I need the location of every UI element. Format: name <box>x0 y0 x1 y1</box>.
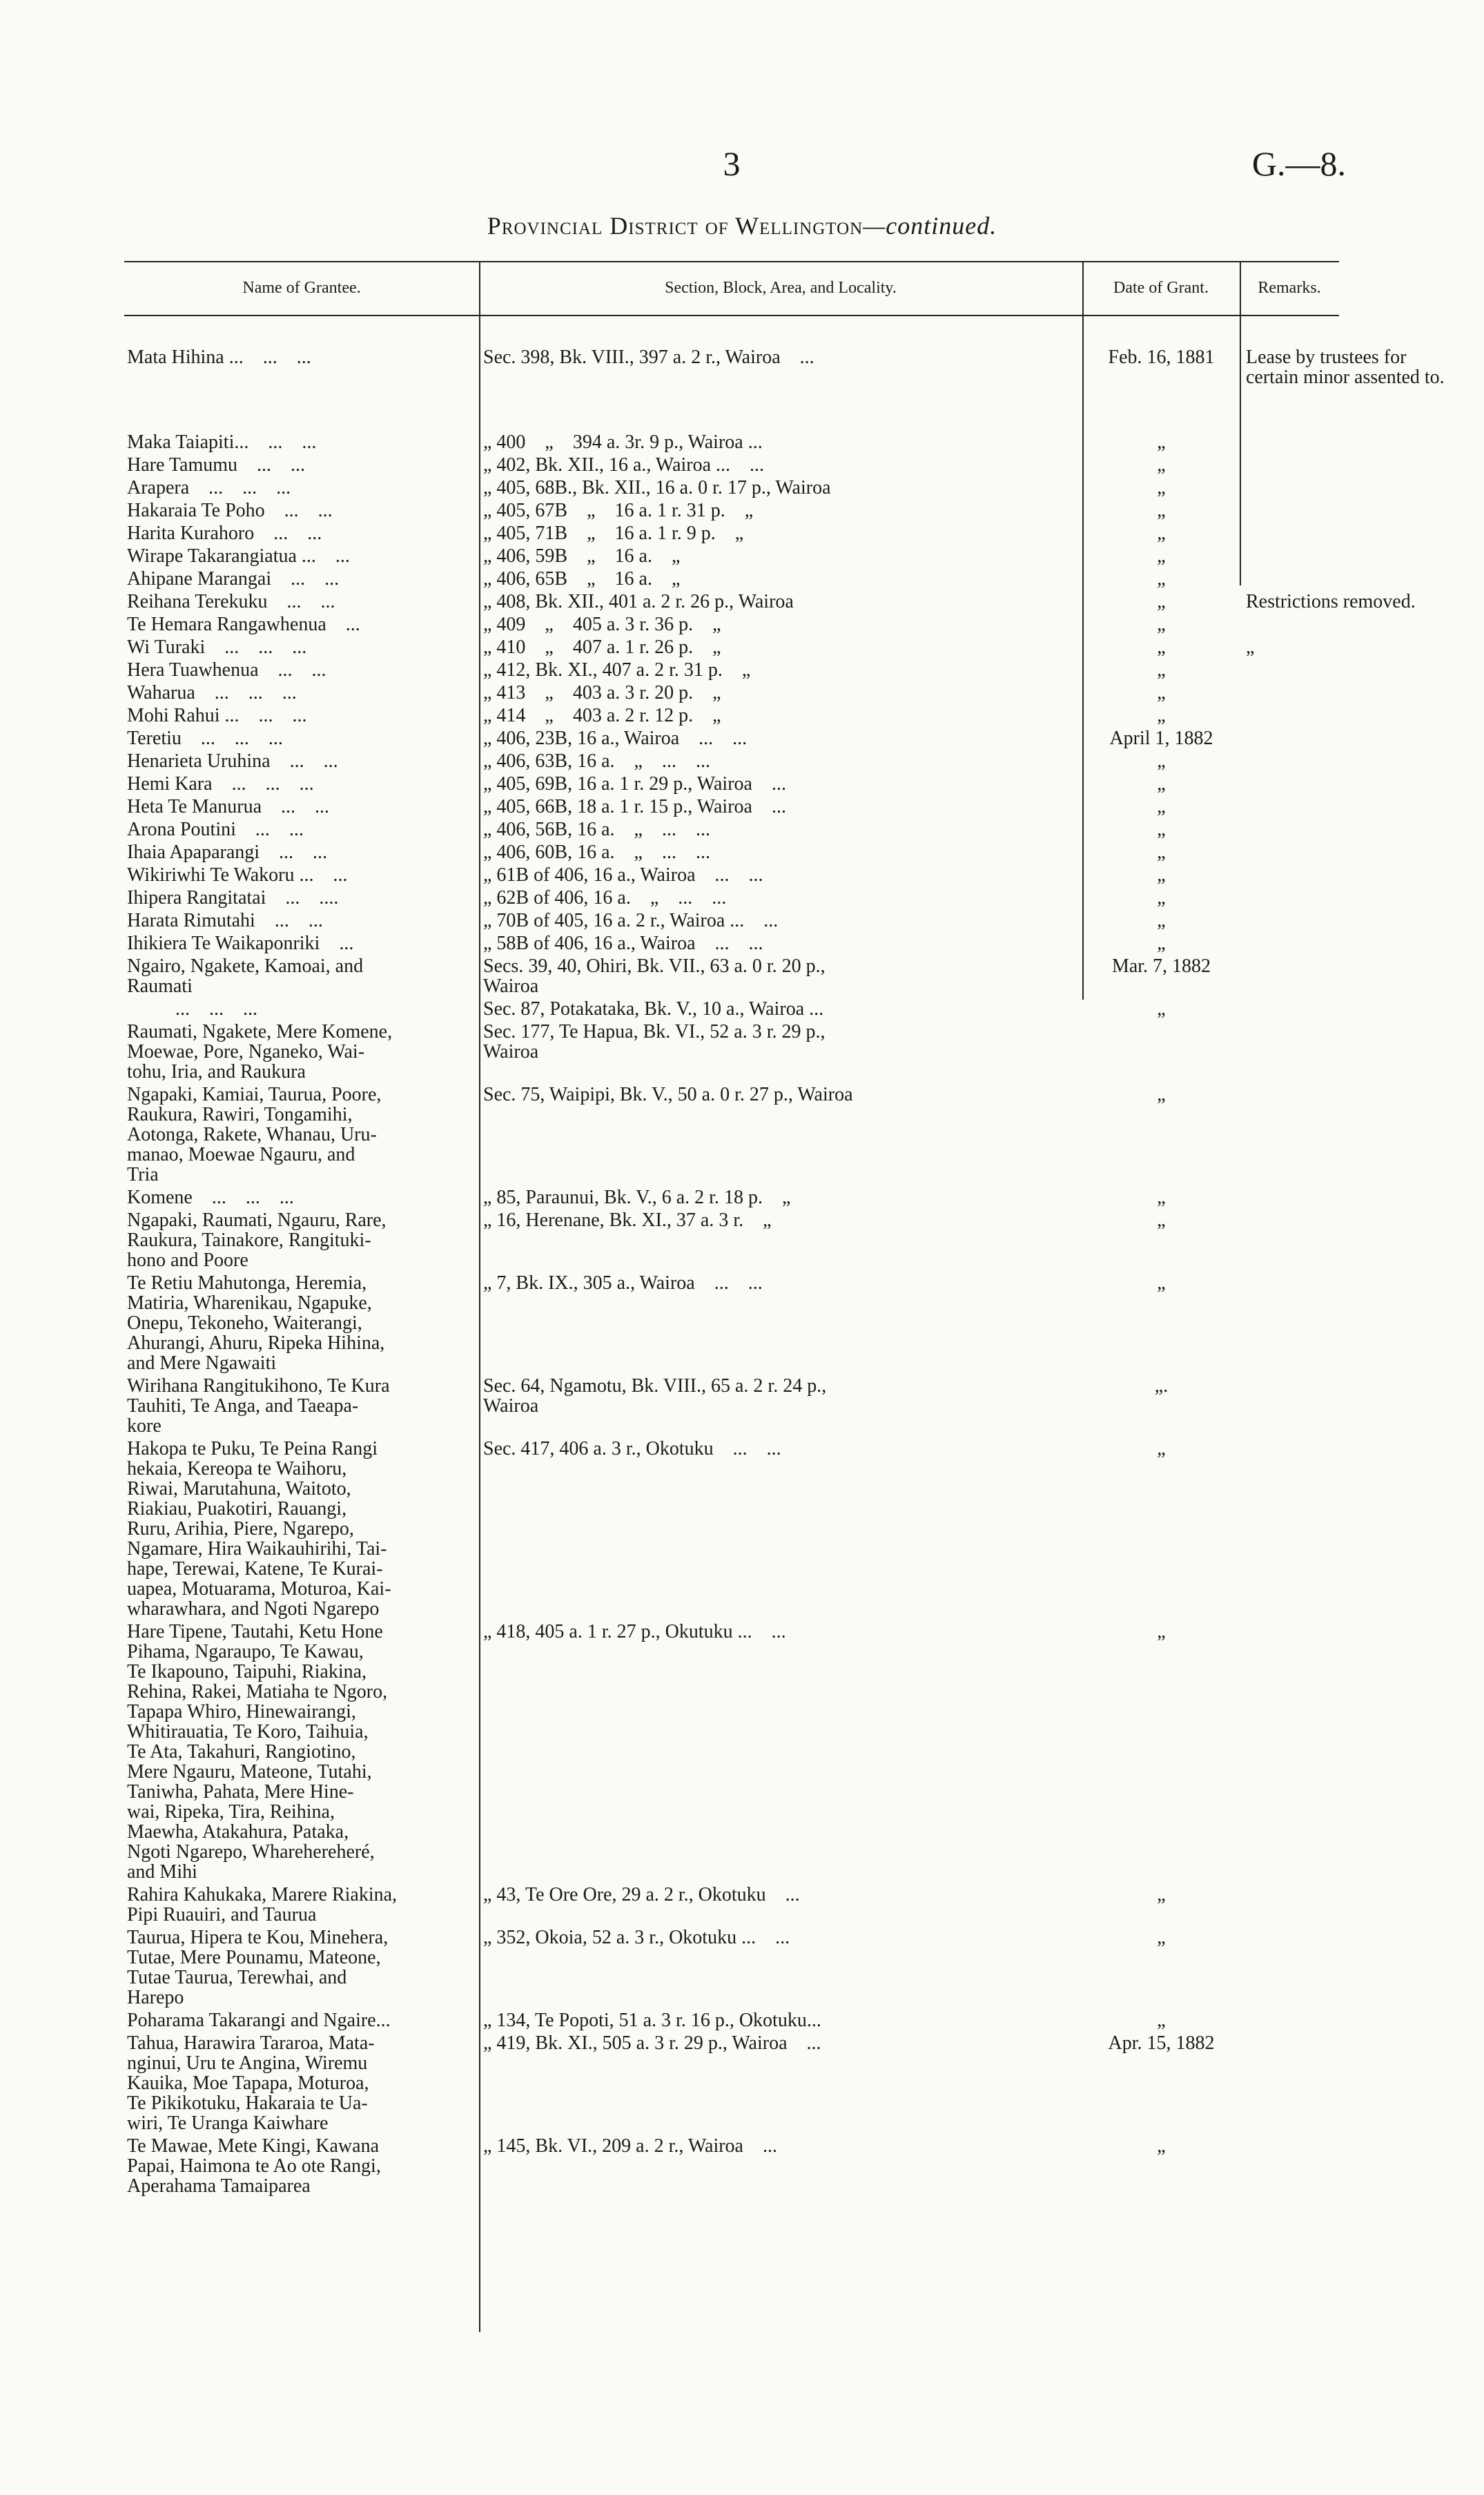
section-detail: „ 400 „ 394 a. 3r. 9 p., Wairoa ... <box>483 431 763 453</box>
grantee-name: Ihikiera Te Waikaponriki ... <box>127 933 354 954</box>
grantee-name: Hakaraia Te Poho ... ... <box>127 500 333 521</box>
table-row <box>124 797 1339 817</box>
grant-date: „ <box>1157 1210 1166 1231</box>
grantee-name: Raumati, Ngakete, Mere Komene, Moewae, Pore, Nganeko, Wai- tohu, Iria, and Raukura <box>127 1021 393 1083</box>
grantee-name: Tahua, Harawira Tararoa, Mata- nginui, Uru te Angina, Wiremu Kauika, Moe Tapapa, Moturoa, Te Pikikotuku, Hakaraia te Ua- wiri, Te Uranga Kaiwhare <box>127 2032 375 2134</box>
grant-date: „ <box>1157 1438 1166 1459</box>
section-detail: „ 405, 66B, 18 a. 1 r. 15 p., Wairoa ... <box>483 796 786 817</box>
grant-date: April 1, 1882 <box>1109 728 1213 749</box>
title-main: Provincial District of Wellington <box>487 212 863 240</box>
section-detail: „ 419, Bk. XI., 505 a. 3 r. 29 p., Wairoa ... <box>483 2032 821 2054</box>
page-title <box>0 211 1484 240</box>
grant-date: „ <box>1157 1187 1166 1208</box>
grantee-name: Hare Tipene, Tautahi, Ketu Hone Pihama, Ngaraupo, Te Kawau, Te Ikapouno, Taipuhi, Riakina, Rehina, Rakei, Matiaha te Ngoro, Tapapa Whiro, Hinewairangi, Whitirauatia, Te Koro, Taihuia, Te Ata, Takahuri, Rangiotino, Mere Ngauru, Mateone, Tutahi, Taniwha, Pahata, Mere Hine- wai, Ripeka, Tira, Reihina, Maewha, Atakahura, Pataka, Ngoti Ngarepo, Wharehereheré, and Mihi <box>127 1621 388 1883</box>
table-row <box>124 432 1339 452</box>
table-row <box>124 865 1339 885</box>
table-row <box>124 911 1339 931</box>
section-detail: „ 7, Bk. IX., 305 a., Wairoa ... ... <box>483 1272 763 1294</box>
grant-date: „ <box>1157 568 1166 590</box>
grantee-name: Hare Tamumu ... ... <box>127 454 306 476</box>
grant-date: Apr. 15, 1882 <box>1108 2032 1215 2054</box>
table-row <box>124 751 1339 771</box>
grant-date: „ <box>1157 750 1166 772</box>
grantee-name: Ahipane Marangai ... ... <box>127 568 340 590</box>
section-detail: „ 352, Okoia, 52 a. 3 r., Okotuku ... ... <box>483 1927 790 1948</box>
table-row <box>124 1187 1339 1207</box>
grantee-name: Wi Turaki ... ... ... <box>127 637 307 658</box>
section-detail: „ 85, Paraunui, Bk. V., 6 a. 2 r. 18 p. „ <box>483 1187 791 1208</box>
section-detail: „ 409 „ 405 a. 3 r. 36 p. „ <box>483 614 721 635</box>
table-row <box>124 591 1416 612</box>
grantee-name: Reihana Terekuku ... ... <box>127 591 335 612</box>
table-row <box>124 706 1339 726</box>
section-detail: Sec. 75, Waipipi, Bk. V., 50 a. 0 r. 27 p., Wairoa <box>483 1084 853 1105</box>
grant-date: „. <box>1154 1375 1169 1397</box>
header-remarks: Remarks. <box>1258 279 1321 297</box>
grantee-name: Taurua, Hipera te Kou, Minehera, Tutae, Mere Pounamu, Mateone, Tutae Taurua, Terewhai, and Harepo <box>127 1927 389 2008</box>
grantee-name: Maka Taiapiti... ... ... <box>127 431 317 453</box>
grant-date: „ <box>1157 998 1166 1020</box>
grantee-name: Henarieta Uruhina ... ... <box>127 750 338 772</box>
table-row <box>124 546 1339 566</box>
grantee-name: Te Mawae, Mete Kingi, Kawana Papai, Haimona te Ao ote Rangi, Aperahama Tamaiparea <box>127 2135 381 2197</box>
table-row <box>124 455 1339 475</box>
table-row <box>124 478 1339 498</box>
section-detail: Secs. 39, 40, Ohiri, Bk. VII., 63 a. 0 r. 20 p., Wairoa <box>483 955 826 997</box>
grant-date: „ <box>1157 1621 1166 1642</box>
table-row <box>124 1439 1339 1619</box>
grant-date: „ <box>1157 1927 1166 1948</box>
header-section: Section, Block, Area, and Locality. <box>665 279 897 297</box>
section-detail: Sec. 417, 406 a. 3 r., Okotuku ... ... <box>483 1438 781 1459</box>
table-row <box>124 1885 1339 1925</box>
section-detail: „ 61B of 406, 16 a., Wairoa ... ... <box>483 864 763 886</box>
grantee-name: Te Hemara Rangawhenua ... <box>127 614 360 635</box>
grant-date: „ <box>1157 773 1166 795</box>
section-detail: „ 406, 23B, 16 a., Wairoa ... ... <box>483 728 748 749</box>
grantee-name: Ihipera Rangitatai ... .... <box>127 887 339 909</box>
header-date: Date of Grant. <box>1113 279 1209 297</box>
table-top-rule <box>124 261 1339 262</box>
grantee-name: Ngairo, Ngakete, Kamoai, and Raumati <box>127 955 364 997</box>
grantee-name: Mata Hihina ... ... ... <box>127 347 311 368</box>
table-row <box>124 1622 1339 1882</box>
grantee-name: Wirihana Rangitukihono, Te Kura Tauhiti, Te Anga, and Taeapa- kore <box>127 1375 390 1437</box>
table-row <box>124 933 1339 953</box>
section-detail: „ 16, Herenane, Bk. XI., 37 a. 3 r. „ <box>483 1210 772 1231</box>
table-row <box>124 1928 1339 2008</box>
grant-date: „ <box>1157 659 1166 681</box>
grant-date: „ <box>1157 1884 1166 1905</box>
grant-date: „ <box>1157 614 1166 635</box>
table-row <box>124 347 1445 388</box>
table-row <box>124 614 1339 634</box>
grantee-name: Harita Kurahoro ... ... <box>127 523 322 544</box>
section-detail: „ 43, Te Ore Ore, 29 a. 2 r., Okotuku ... <box>483 1884 800 1905</box>
header-name: Name of Grantee. <box>242 279 361 297</box>
table-row <box>124 660 1339 680</box>
grant-date: „ <box>1157 454 1166 476</box>
section-detail: „ 406, 59B „ 16 a. „ <box>483 545 681 567</box>
table-row <box>124 956 1339 996</box>
remarks: Restrictions removed. <box>1246 591 1416 612</box>
section-detail: „ 406, 56B, 16 a. „ ... ... <box>483 819 710 840</box>
grantee-name: Arapera ... ... ... <box>127 477 291 498</box>
grant-date: „ <box>1157 2010 1166 2031</box>
grant-date: „ <box>1157 705 1166 726</box>
table-row <box>124 1210 1339 1270</box>
grant-date: „ <box>1157 523 1166 544</box>
table-row <box>124 728 1339 748</box>
section-detail: „ 406, 65B „ 16 a. „ <box>483 568 681 590</box>
section-detail: „ 412, Bk. XI., 407 a. 2 r. 31 p. „ <box>483 659 751 681</box>
grantee-name: Ngapaki, Kamiai, Taurua, Poore, Raukura, Rawiri, Tongamihi, Aotonga, Rakete, Whanau, Uru- manao, Moewae Ngauru, and Tria <box>127 1084 382 1185</box>
section-detail: „ 145, Bk. VI., 209 a. 2 r., Wairoa ... <box>483 2135 777 2157</box>
grant-table <box>124 261 1445 2332</box>
grant-date: „ <box>1157 637 1166 658</box>
grant-date: „ <box>1157 910 1166 931</box>
grant-date: „ <box>1157 591 1166 612</box>
table-row <box>124 1022 1339 1082</box>
section-detail: „ 413 „ 403 a. 3 r. 20 p. „ <box>483 682 721 703</box>
grantee-name: Hakopa te Puku, Te Peina Rangi hekaia, Kereopa te Waihoru, Riwai, Marutahuna, Waitoto, Riakiau, Puakotiri, Rauangi, Ruru, Arihia, Piere, Ngarepo, Ngamare, Hira Waikauhirihi, Tai- hape, Terewai, Katene, Te Kurai- uapea, Motuarama, Moturoa, Kai- wharawhara, and Ngoti Ngarepo <box>127 1438 391 1620</box>
title-continued: —continued. <box>863 212 997 240</box>
grant-date: „ <box>1157 887 1166 909</box>
section-detail: „ 134, Te Popoti, 51 a. 3 r. 16 p., Okotuku... <box>483 2010 821 2031</box>
grant-date: „ <box>1157 842 1166 863</box>
section-detail: „ 406, 60B, 16 a. „ ... ... <box>483 842 710 863</box>
section-detail: Sec. 398, Bk. VIII., 397 a. 2 r., Wairoa ... <box>483 347 814 368</box>
grant-date: „ <box>1157 933 1166 954</box>
grantee-name: Teretiu ... ... ... <box>127 728 283 749</box>
section-detail: „ 405, 68B., Bk. XII., 16 a. 0 r. 17 p., Wairoa <box>483 477 831 498</box>
grantee-name: Wirape Takarangiatua ... ... <box>127 545 350 567</box>
grant-date: „ <box>1157 1084 1166 1105</box>
table-row <box>124 888 1339 908</box>
remarks: „ <box>1246 637 1255 658</box>
table-row <box>124 2033 1339 2133</box>
grantee-name: Mohi Rahui ... ... ... <box>127 705 307 726</box>
document-code: G.—8. <box>1251 144 1346 183</box>
table-row <box>124 501 1339 521</box>
section-detail: Sec. 64, Ngamotu, Bk. VIII., 65 a. 2 r. 24 p., Wairoa <box>483 1375 827 1417</box>
table-row <box>124 774 1339 794</box>
section-detail: „ 58B of 406, 16 a., Wairoa ... ... <box>483 933 763 954</box>
grantee-name: ... ... ... <box>127 998 257 1020</box>
section-detail: „ 62B of 406, 16 a. „ ... ... <box>483 887 727 909</box>
section-detail: „ 405, 69B, 16 a. 1 r. 29 p., Wairoa ... <box>483 773 786 795</box>
grant-date: „ <box>1157 500 1166 521</box>
grant-date: „ <box>1157 682 1166 703</box>
grant-date: „ <box>1157 477 1166 498</box>
section-detail: „ 402, Bk. XII., 16 a., Wairoa ... ... <box>483 454 765 476</box>
table-row <box>124 1376 1339 1436</box>
section-detail: „ 405, 67B „ 16 a. 1 r. 31 p. „ <box>483 500 754 521</box>
table-row <box>124 523 1339 543</box>
table-row <box>124 842 1339 862</box>
grantee-name: Harata Rimutahi ... ... <box>127 910 323 931</box>
grantee-name: Komene ... ... ... <box>127 1187 294 1208</box>
table-row <box>124 569 1339 589</box>
grantee-name: Wikiriwhi Te Wakoru ... ... <box>127 864 348 886</box>
table-row <box>124 637 1339 657</box>
grant-date: „ <box>1157 1272 1166 1294</box>
section-detail: „ 405, 71B „ 16 a. 1 r. 9 p. „ <box>483 523 744 544</box>
grantee-name: Hemi Kara ... ... ... <box>127 773 314 795</box>
grant-date: „ <box>1157 431 1166 453</box>
grant-date: „ <box>1157 545 1166 567</box>
grant-date: „ <box>1157 819 1166 840</box>
grantee-name: Hera Tuawhenua ... ... <box>127 659 326 681</box>
section-detail: Sec. 177, Te Hapua, Bk. VI., 52 a. 3 r. 29 p., Wairoa <box>483 1021 826 1062</box>
grant-date: „ <box>1157 796 1166 817</box>
grantee-name: Rahira Kahukaka, Marere Riakina, Pipi Ruauiri, and Taurua <box>127 1884 398 1925</box>
grantee-name: Te Retiu Mahutonga, Heremia, Matiria, Wharenikau, Ngapuke, Onepu, Tekoneho, Waiterangi, Ahurangi, Ahuru, Ripeka Hihina, and Mere Ngawaiti <box>127 1272 385 1374</box>
page-number: 3 <box>723 144 741 183</box>
grant-date: Feb. 16, 1881 <box>1108 347 1215 368</box>
grantee-name: Ngapaki, Raumati, Ngauru, Rare, Raukura, Tainakore, Rangituki- hono and Poore <box>127 1210 387 1271</box>
section-detail: „ 410 „ 407 a. 1 r. 26 p. „ <box>483 637 721 658</box>
grantee-name: Poharama Takarangi and Ngaire... <box>127 2010 391 2031</box>
grantee-name: Heta Te Manurua ... ... <box>127 796 330 817</box>
section-detail: „ 70B of 405, 16 a. 2 r., Wairoa ... ... <box>483 910 779 931</box>
table-row <box>124 2136 1339 2196</box>
section-detail: „ 408, Bk. XII., 401 a. 2 r. 26 p., Wairoa <box>483 591 794 612</box>
grantee-name: Arona Poutini ... ... <box>127 819 304 840</box>
grant-date: „ <box>1157 2135 1166 2157</box>
table-header-rule <box>124 315 1339 316</box>
table-row <box>124 683 1339 703</box>
remarks: Lease by trustees for certain minor assented to. <box>1246 347 1445 388</box>
table-row <box>124 1273 1339 1373</box>
table-row <box>124 819 1339 839</box>
section-detail: „ 406, 63B, 16 a. „ ... ... <box>483 750 710 772</box>
grant-date: Mar. 7, 1882 <box>1111 955 1211 977</box>
grantee-name: Waharua ... ... ... <box>127 682 297 703</box>
table-row <box>124 999 1339 1019</box>
grantee-name: Ihaia Apaparangi ... ... <box>127 842 328 863</box>
table-row <box>124 1085 1339 1185</box>
section-detail: Sec. 87, Potakataka, Bk. V., 10 a., Wairoa ... <box>483 998 824 1020</box>
section-detail: „ 414 „ 403 a. 2 r. 12 p. „ <box>483 705 721 726</box>
table-row <box>124 2010 1339 2030</box>
section-detail: „ 418, 405 a. 1 r. 27 p., Okutuku ... ... <box>483 1621 786 1642</box>
grant-date: „ <box>1157 864 1166 886</box>
